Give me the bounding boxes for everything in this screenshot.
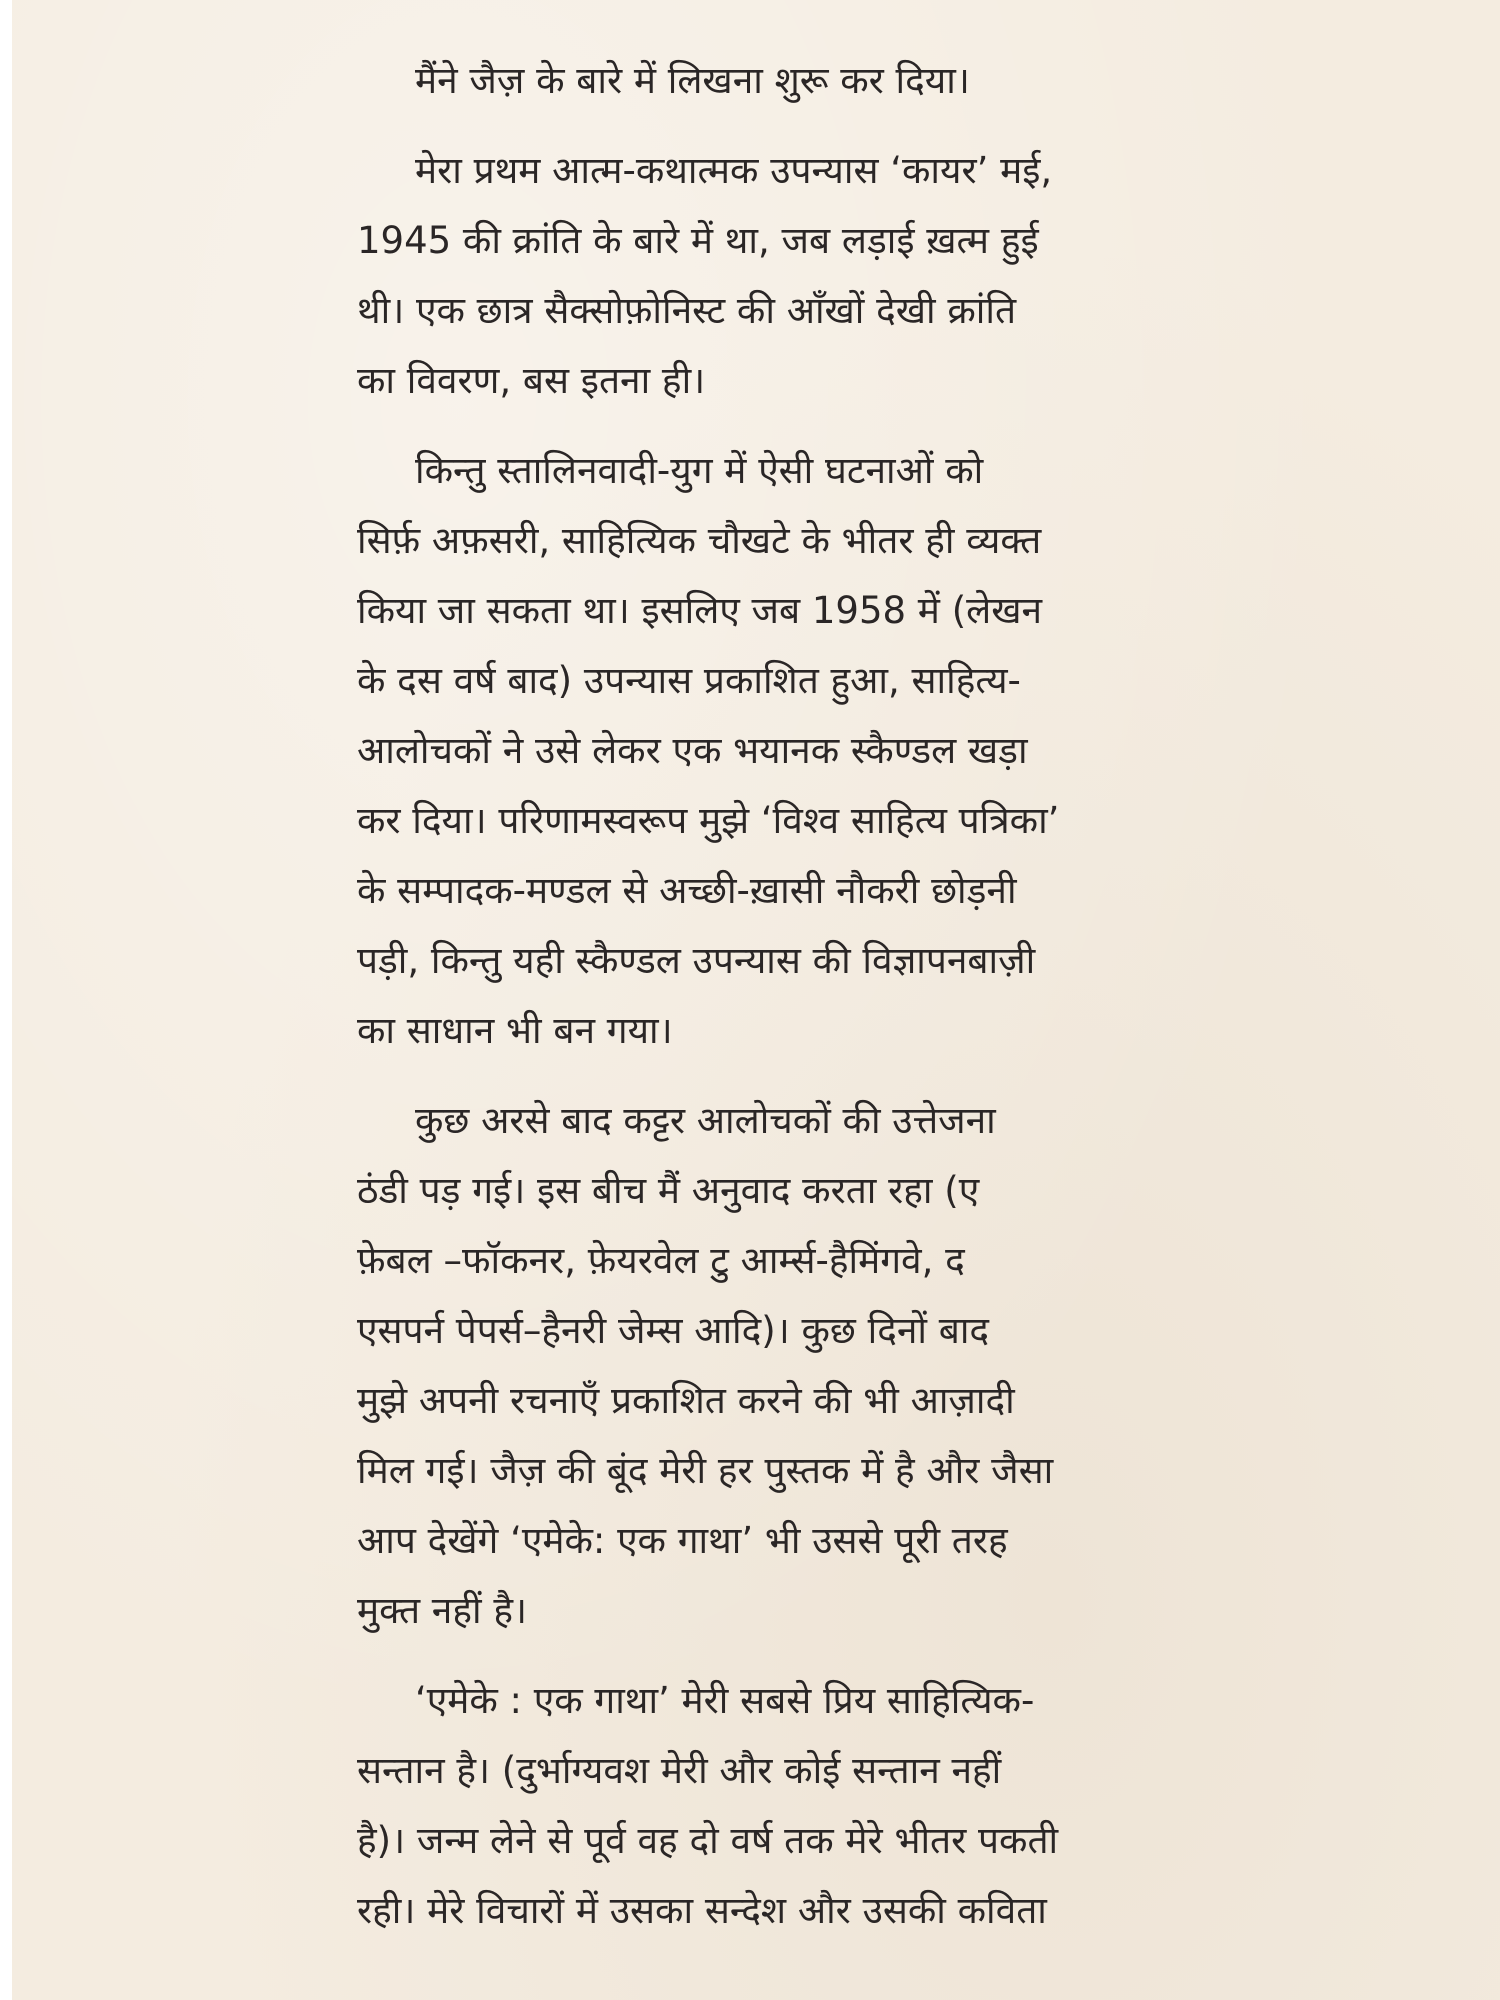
paragraph-4 bbox=[357, 1086, 1152, 1646]
text-line: किन्तु स्तालिनवादी-युग में ऐसी घटनाओं को bbox=[415, 449, 984, 492]
text-line: है)। जन्म लेने से पूर्व वह दो वर्ष तक मेरे भीतर पकती bbox=[357, 1819, 1059, 1862]
text-line: सिर्फ़ अफ़सरी, साहित्यिक चौखटे के भीतर ही व्यक्त bbox=[357, 519, 1042, 562]
text-line: का विवरण, बस इतना ही। bbox=[357, 359, 706, 402]
text-line: कर दिया। परिणामस्वरूप मुझे ‘विश्व साहित्य पत्रिका’ bbox=[357, 799, 1060, 842]
text-line: फ़ेबल –फॉकनर, फ़ेयरवेल टु आर्म्स-हैमिंगवे, द bbox=[357, 1239, 965, 1282]
text-line: किया जा सकता था। इसलिए जब 1958 में (लेखन bbox=[357, 589, 1043, 632]
text-line: आलोचकों ने उसे लेकर एक भयानक स्कैण्डल खड़ा bbox=[357, 729, 1028, 772]
text-line: मुझे अपनी रचनाएँ प्रकाशित करने की भी आज़ादी bbox=[357, 1379, 1015, 1422]
text-line: पड़ी, किन्तु यही स्कैण्डल उपन्यास की विज्ञापनबाज़ी bbox=[357, 939, 1036, 982]
text-line: के सम्पादक-मण्डल से अच्छी-ख़ासी नौकरी छोड़नी bbox=[357, 869, 1017, 912]
text-line: ठंडी पड़ गई। इस बीच मैं अनुवाद करता रहा (ए bbox=[357, 1169, 980, 1212]
paragraph-1 bbox=[357, 46, 1152, 116]
page-body-text bbox=[357, 46, 1152, 1966]
paragraph-2 bbox=[357, 136, 1152, 416]
text-line: थी। एक छात्र सैक्सोफ़ोनिस्ट की आँखों देखी क्रांति bbox=[357, 289, 1017, 332]
text-line: 1945 की क्रांति के बारे में था, जब लड़ाई ख़त्म हुई bbox=[357, 219, 1039, 262]
text-line: एसपर्न पेपर्स–हैनरी जेम्स आदि)। कुछ दिनों बाद bbox=[357, 1309, 990, 1352]
text-line: मेरा प्रथम आत्म-कथात्मक उपन्यास ‘कायर’ मई, bbox=[415, 149, 1053, 192]
text-line: के दस वर्ष बाद) उपन्यास प्रकाशित हुआ, साहित्य- bbox=[357, 659, 1021, 702]
paragraph-5 bbox=[357, 1666, 1152, 1946]
text-line: आप देखेंगे ‘एमेके: एक गाथा’ भी उससे पूरी तरह bbox=[357, 1519, 1008, 1562]
text-line: सन्तान है। (दुर्भाग्यवश मेरी और कोई सन्तान नहीं bbox=[357, 1749, 1002, 1792]
text-line: ‘एमेके : एक गाथा’ मेरी सबसे प्रिय साहित्यिक- bbox=[415, 1679, 1035, 1722]
text-line: कुछ अरसे बाद कट्टर आलोचकों की उत्तेजना bbox=[415, 1099, 996, 1142]
text-line: मुक्त नहीं है। bbox=[357, 1589, 528, 1632]
text-line: मैंने जैज़ के बारे में लिखना शुरू कर दिया। bbox=[415, 59, 970, 102]
paragraph-3 bbox=[357, 436, 1152, 1066]
text-line: मिल गई। जैज़ की बूंद मेरी हर पुस्तक में है और जैसा bbox=[357, 1449, 1054, 1492]
text-line: का साधान भी बन गया। bbox=[357, 1009, 673, 1052]
text-line: रही। मेरे विचारों में उसका सन्देश और उसकी कविता bbox=[357, 1889, 1047, 1932]
book-page bbox=[12, 0, 1500, 2000]
